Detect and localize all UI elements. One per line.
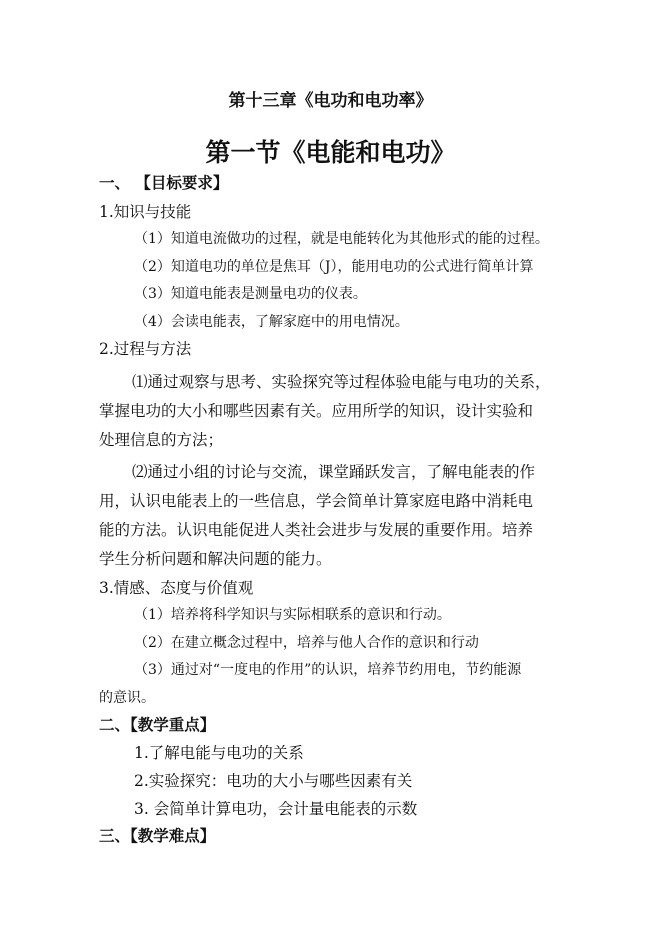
process-heading: 2.过程与方法 xyxy=(99,340,192,358)
knowledge-item-2: （2）知道电功的单位是焦耳（J），能用电功的公式进行简单计算 xyxy=(134,259,534,275)
attitude-item-2: （2）在建立概念过程中，培养与他人合作的意识和行动 xyxy=(134,635,479,651)
attitude-continuation: 的意识。 xyxy=(99,690,155,706)
process-para2-line-2: 用，认识电能表上的一些信息，学会简单计算家庭电路中消耗电 xyxy=(99,492,534,510)
knowledge-item-4: （4）会读电能表，了解家庭中的用电情况。 xyxy=(134,314,409,330)
process-para2-line-3: 能的方法。认识电能促进人类社会进步与发展的重要作用。培养 xyxy=(99,521,534,539)
chapter-title: 第十三章《电功和电功率》 xyxy=(228,91,433,111)
process-para1-line-3: 处理信息的方法； xyxy=(99,431,224,449)
key-point-2: 2.实验探究：电功的大小与哪些因素有关 xyxy=(134,772,413,790)
attitude-item-3: （3）通过对“一度电的作用”的认识，培养节约用电，节约能源 xyxy=(134,662,522,678)
key-point-3: 3. 会简单计算电功，会计量电能表的示数 xyxy=(134,800,418,818)
attitude-item-1: （1）培养将科学知识与实际相联系的意识和行动。 xyxy=(134,607,451,623)
goals-heading: 一、 【目标要求】 xyxy=(99,173,229,192)
attitude-heading: 3.情感、态度与价值观 xyxy=(99,579,254,597)
process-para1-line-1: ⑴通过观察与思考、实验探究等过程体验电能与电功的关系， xyxy=(132,373,551,391)
knowledge-item-3: （3）知道电能表是测量电功的仪表。 xyxy=(134,286,367,302)
process-para2-line-4: 学生分析问题和解决问题的能力。 xyxy=(99,550,332,568)
knowledge-heading: 1.知识与技能 xyxy=(99,203,192,221)
section-title: 第一节《电能和电功》 xyxy=(205,138,456,167)
process-para2-line-1: ⑵通过小组的讨论与交流，课堂踊跃发言，了解电能表的作 xyxy=(132,463,536,481)
key-points-heading: 二、【教学重点】 xyxy=(99,715,216,734)
key-point-1: 1.了解电能与电功的关系 xyxy=(134,744,304,762)
process-para1-line-2: 掌握电功的大小和哪些因素有关。应用所学的知识，设计实验和 xyxy=(99,402,534,420)
difficulties-heading: 三、【教学难点】 xyxy=(99,826,216,845)
knowledge-item-1: （1）知道电流做功的过程，就是电能转化为其他形式的能的过程。 xyxy=(134,231,549,247)
